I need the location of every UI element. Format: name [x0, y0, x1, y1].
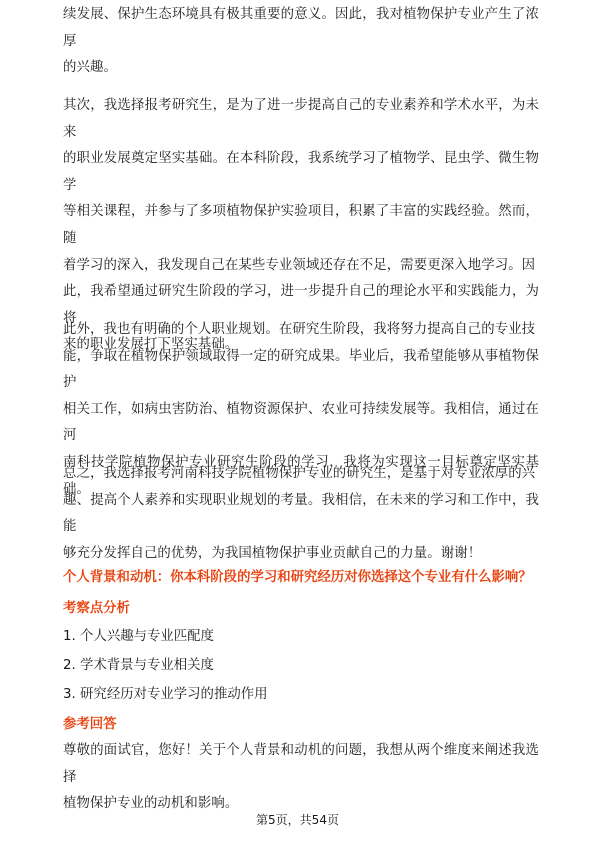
question-title: 个人背景和动机：你本科阶段的学习和研究经历对你选择这个专业有什么影响？ [63, 570, 532, 585]
list-item: 2. 学术背景与专业相关度 [63, 658, 214, 673]
answer-heading: 参考回答 [63, 717, 117, 732]
body-paragraph: 其次，我选择报考研究生，是为了进一步提高自己的专业素养和学术水平，为未来 的职业发展奠定坚实基础。在本科阶段，我系统学习了植物学、昆虫学、微生物学 等相关课程，并参与了多项植物保护实验项目，积累了丰富的实践经验。然而，随 着学习的深入，我发现自己在某些专业领域还存在不足，需要更深入地学习。因 此，我希望通过研究生阶段的学习，进一步提升自己的理论水平和实践能力，为将 来的职业发展打下坚实基础。 [63, 98, 539, 353]
list-item: 1. 个人兴趣与专业匹配度 [63, 629, 214, 644]
page-number: 第5页，共54页 [256, 813, 339, 827]
list-item: 3. 研究经历对专业学习的推动作用 [63, 687, 268, 702]
analysis-heading: 考察点分析 [63, 601, 130, 616]
body-paragraph: 续发展、保护生态环境具有极其重要的意义。因此，我对植物保护专业产生了浓厚 的兴趣。 [63, 7, 539, 76]
answer-paragraph: 尊敬的面试官，您好！关于个人背景和动机的问题，我想从两个维度来阐述我选择 植物保护专业的动机和影响。 [63, 743, 539, 812]
body-paragraph: 此外，我也有明确的个人职业规划。在研究生阶段，我将努力提高自己的专业技 能，争取在植物保护领域取得一定的研究成果。毕业后，我希望能够从事植物保护 相关工作，如病虫害防治、植物资源保护、农业可持续发展等。我相信，通过在河 南科技学院植物保护专业研究生阶段的学习，我将为实现这一目标奠定坚实基础。 [63, 322, 539, 497]
body-paragraph: 总之，我选择报考河南科技学院植物保护专业的研究生，是基于对专业浓厚的兴 趣、提高个人素养和实现职业规划的考量。我相信，在未来的学习和工作中，我能 够充分发挥自己的优势，为我国植物保护事业贡献自己的力量。谢谢！ [63, 466, 539, 561]
analysis-list [63, 622, 539, 709]
